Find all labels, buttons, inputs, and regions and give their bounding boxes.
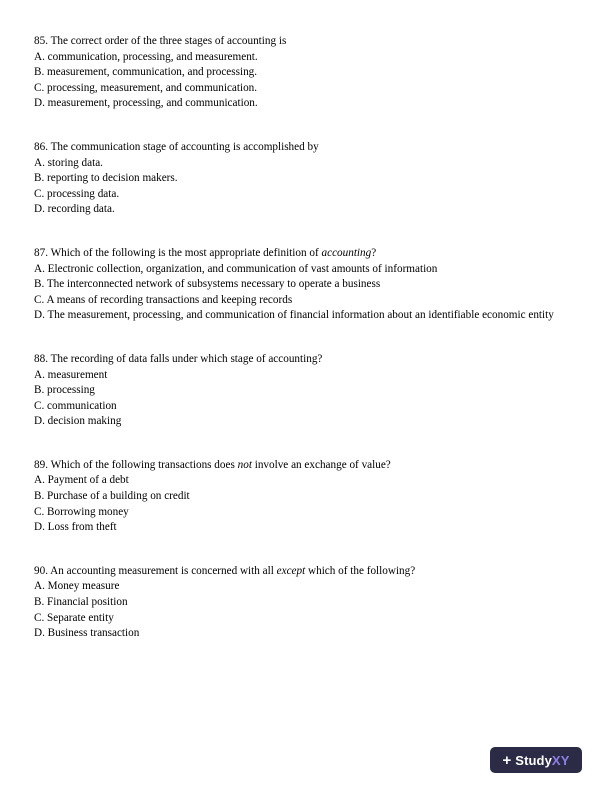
question-choice-c: C. processing, measurement, and communication. [34, 81, 258, 94]
question-choice-c: C. Separate entity [34, 611, 114, 624]
question-stem-pre: 87. Which of the following is the most appropriate definition of [34, 246, 322, 259]
question-stem-pre: 89. Which of the following transactions does [34, 458, 238, 471]
question-choice-b: B. measurement, communication, and processing. [34, 66, 258, 79]
plus-icon: + [502, 751, 512, 769]
question-stem [34, 246, 572, 262]
question-choice-b: B. reporting to decision makers. [34, 172, 178, 185]
question-stem-post: which of the following? [305, 564, 416, 577]
question-choice-a: A. Electronic collection, organization, and communication of vast amounts of information [34, 262, 438, 275]
question-stem-pre: 90. An accounting measurement is concerned with all [34, 564, 277, 577]
question-choice-d: D. Business transaction [34, 627, 140, 640]
question-choice-b: B. Financial position [34, 596, 128, 609]
question-choice-b: B. Purchase of a building on credit [34, 490, 190, 503]
question-block-87 [34, 246, 572, 324]
question-choice-a: A. Payment of a debt [34, 474, 129, 487]
question-stem: 85. The correct order of the three stages of accounting is [34, 35, 287, 47]
question-choice-a: A. measurement [34, 368, 108, 381]
studyxy-watermark [490, 747, 582, 773]
question-block-86 [34, 140, 572, 218]
question-choice-b: B. processing [34, 384, 95, 397]
question-stem-emphasis: except [276, 564, 306, 577]
question-choice-c: C. communication [34, 399, 117, 412]
question-choice-d: D. The measurement, processing, and communication of financial information about an identifiable economic entity [34, 309, 554, 322]
question-stem [34, 564, 572, 580]
question-stem-post: involve an exchange of value? [251, 458, 391, 471]
question-block-88 [34, 352, 572, 430]
question-stem-emphasis: accounting [321, 246, 372, 259]
question-choice-c: C. Borrowing money [34, 505, 129, 518]
question-choice-a: A. Money measure [34, 580, 120, 593]
question-choice-a: A. communication, processing, and measurement. [34, 50, 258, 63]
watermark-text [515, 754, 569, 767]
question-choice-d: D. recording data. [34, 203, 115, 216]
question-choice-d: D. decision making [34, 415, 122, 428]
question-stem [34, 458, 572, 474]
question-block-85 [34, 34, 572, 112]
watermark-brand-xy: XY [551, 752, 570, 768]
watermark-brand-study: Study [515, 752, 552, 768]
question-choice-d: D. Loss from theft [34, 521, 117, 534]
question-stem: 86. The communication stage of accounting is accomplished by [34, 140, 319, 153]
question-choice-a: A. storing data. [34, 156, 103, 169]
question-block-90 [34, 564, 572, 642]
question-choice-d: D. measurement, processing, and communication. [34, 97, 258, 110]
question-stem-post: ? [371, 246, 377, 259]
question-stem: 88. The recording of data falls under which stage of accounting? [34, 352, 323, 365]
question-stem-emphasis: not [237, 458, 252, 471]
question-choice-b: B. The interconnected network of subsystems necessary to operate a business [34, 278, 381, 291]
question-choice-c: C. A means of recording transactions and keeping records [34, 293, 293, 306]
question-block-89 [34, 458, 572, 536]
question-choice-c: C. processing data. [34, 187, 120, 200]
